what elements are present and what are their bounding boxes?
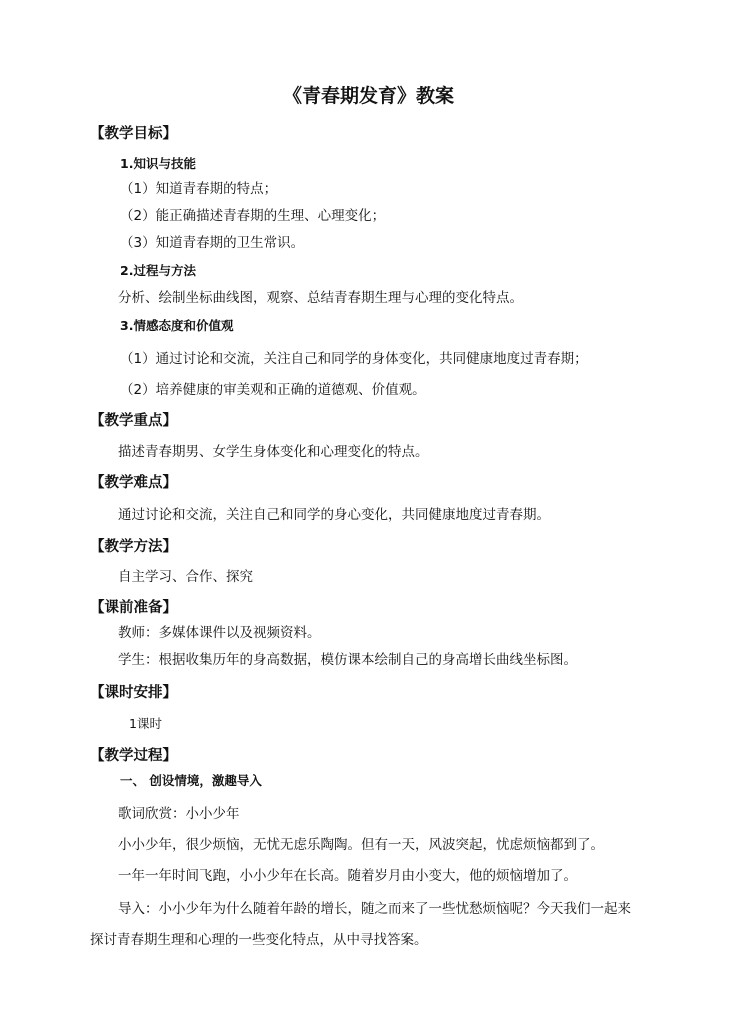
section-heading-schedule: 【课时安排】 xyxy=(90,685,177,701)
section-heading-objectives: 【教学目标】 xyxy=(90,126,177,142)
schedule-text: 1课时 xyxy=(129,716,162,731)
preparation-student: 学生：根据收集历年的身高数据，模仿课本绘制自己的身高增长曲线坐标图。 xyxy=(118,652,577,668)
emotion-item-2: （2）培养健康的审美观和正确的道德观、价值观。 xyxy=(120,382,426,398)
lyrics-label: 歌词欣赏：小小少年 xyxy=(118,806,240,822)
section-heading-preparation: 【课前准备】 xyxy=(90,600,177,616)
methods-text: 自主学习、合作、探究 xyxy=(118,569,253,585)
knowledge-item-1: （1）知道青春期的特点； xyxy=(120,181,278,197)
emotion-item-1: （1）通过讨论和交流，关注自己和同学的身体变化，共同健康地度过青春期； xyxy=(120,351,588,367)
section-heading-methods: 【教学方法】 xyxy=(90,539,177,555)
subsection-emotion-title: 3.情感态度和价值观 xyxy=(120,318,234,333)
knowledge-item-2: （2）能正确描述青春期的生理、心理变化； xyxy=(120,208,386,224)
section-heading-difficulties: 【教学难点】 xyxy=(90,475,177,491)
subsection-process-title: 2.过程与方法 xyxy=(120,263,196,278)
lyrics-line-2: 一年一年时间飞跑，小小少年在长高。随着岁月由小变大，他的烦恼增加了。 xyxy=(118,868,577,884)
section-heading-key-points: 【教学重点】 xyxy=(90,413,177,429)
preparation-teacher: 教师：多媒体课件以及视频资料。 xyxy=(118,625,321,641)
intro-line-1: 导入：小小少年为什么随着年龄的增长，随之而来了一些忧愁烦恼呢？今天我们一起来 xyxy=(118,901,631,917)
lyrics-line-1: 小小少年，很少烦恼，无忧无虑乐陶陶。但有一天，风波突起，忧虑烦恼都到了。 xyxy=(118,837,604,853)
key-points-text: 描述青春期男、女学生身体变化和心理变化的特点。 xyxy=(118,444,429,460)
process-step1-title: 一、 创设情境，激趣导入 xyxy=(120,773,262,788)
document-title: 《青春期发育》教案 xyxy=(282,85,454,107)
process-text: 分析、绘制坐标曲线图，观察、总结青春期生理与心理的变化特点。 xyxy=(118,290,523,306)
subsection-knowledge-title: 1.知识与技能 xyxy=(120,156,196,171)
difficulties-text: 通过讨论和交流，关注自己和同学的身心变化，共同健康地度过青春期。 xyxy=(118,507,550,523)
knowledge-item-3: （3）知道青春期的卫生常识。 xyxy=(120,235,305,251)
section-heading-process: 【教学过程】 xyxy=(90,748,177,764)
intro-line-2: 探讨青春期生理和心理的一些变化特点，从中寻找答案。 xyxy=(90,932,428,948)
